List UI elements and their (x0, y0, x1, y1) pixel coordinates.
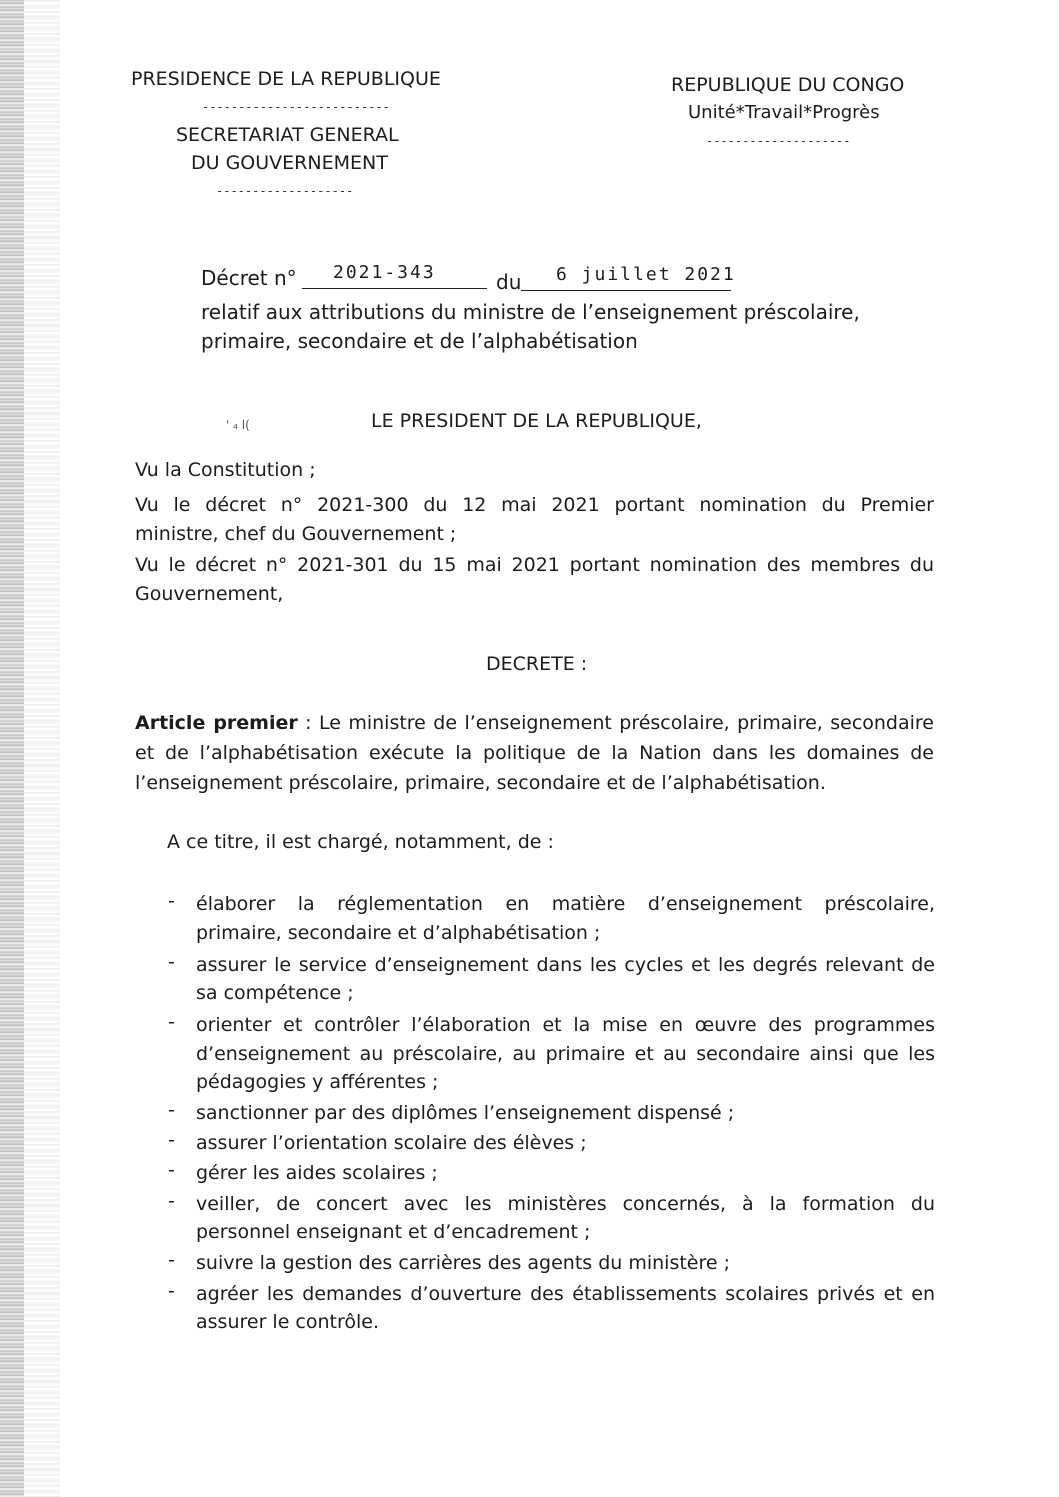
president-heading: LE PRESIDENT DE LA REPUBLIQUE, (371, 410, 702, 432)
decree-subject: primaire, secondaire et de l’alphabétisation (201, 329, 638, 353)
duty-item: veiller, de concert avec les ministères concernés, à la formation du (196, 1193, 935, 1215)
header-gouvernement: DU GOUVERNEMENT (191, 152, 388, 174)
visa-line: Vu la Constitution ; (135, 459, 316, 481)
duty-item: d’enseignement au préscolaire, au primaire et au secondaire ainsi que les (196, 1043, 935, 1065)
duty-item: suivre la gestion des carrières des agents du ministère ; (196, 1252, 731, 1274)
duty-item: élaborer la réglementation en matière d’enseignement préscolaire, (196, 893, 935, 915)
scan-artifact: ' ₄ l( (226, 418, 250, 432)
header-republique: REPUBLIQUE DU CONGO (671, 74, 905, 96)
visa-line: Gouvernement, (135, 583, 284, 605)
decree-date-line (521, 290, 731, 291)
scan-shadow (24, 0, 60, 1497)
decrete-heading: DECRETE : (486, 653, 588, 675)
scan-binding-edge (0, 0, 24, 1497)
article-premier-line (135, 709, 934, 738)
duty-item: sa compétence ; (196, 982, 354, 1004)
visa-line: ministre, chef du Gouvernement ; (135, 523, 457, 545)
article-text: : Le ministre de l’enseignement préscolaire, primaire, secondaire (297, 712, 934, 734)
decree-number: 2021-343 (333, 262, 436, 283)
bullet-mark: - (168, 1129, 175, 1151)
bullet-mark: - (168, 1249, 175, 1271)
bullet-mark: - (168, 890, 175, 912)
decree-label: Décret n° (201, 266, 297, 290)
visa-line: Vu le décret n° 2021-301 du 15 mai 2021 portant nomination des membres du (135, 554, 934, 576)
bullet-mark: - (168, 1190, 175, 1212)
header-divider: -------------------------- (202, 100, 390, 114)
bullet-mark: - (168, 951, 175, 973)
duty-item: assurer l’orientation scolaire des élèves ; (196, 1132, 587, 1154)
visa-line: Vu le décret n° 2021-300 du 12 mai 2021 portant nomination du Premier (135, 494, 934, 516)
decree-du-label: du (496, 270, 522, 294)
header-presidence: PRESIDENCE DE LA REPUBLIQUE (131, 68, 441, 90)
duty-item: personnel enseignant et d’encadrement ; (196, 1221, 591, 1243)
duty-item: primaire, secondaire et d’alphabétisation ; (196, 922, 601, 944)
duty-item: orienter et contrôler l’élaboration et la mise en œuvre des programmes (196, 1014, 935, 1036)
bullet-mark: - (168, 1011, 175, 1033)
bullet-mark: - (168, 1099, 175, 1121)
duty-item: agréer les demandes d’ouverture des établissements scolaires privés et en (196, 1283, 935, 1305)
article-label: Article premier (135, 712, 298, 734)
article-line: et de l’alphabétisation exécute la politique de la Nation dans les domaines de (135, 742, 934, 764)
duty-item: sanctionner par des diplômes l’enseignement dispensé ; (196, 1102, 735, 1124)
duty-item: pédagogies y afférentes ; (196, 1071, 439, 1093)
header-motto: Unité*Travail*Progrès (688, 102, 880, 123)
decree-date: 6 juillet 2021 (556, 264, 736, 285)
duties-intro: A ce titre, il est chargé, notamment, de : (167, 831, 554, 853)
header-divider: -------------------- (706, 134, 851, 148)
header-divider: ------------------- (216, 184, 354, 198)
bullet-mark: - (168, 1280, 175, 1302)
duty-item: assurer le service d’enseignement dans les cycles et les degrés relevant de (196, 954, 935, 976)
decree-subject: relatif aux attributions du ministre de l’enseignement préscolaire, (201, 300, 860, 324)
duty-item: gérer les aides scolaires ; (196, 1162, 438, 1184)
header-secretariat: SECRETARIAT GENERAL (176, 124, 399, 146)
bullet-mark: - (168, 1159, 175, 1181)
duty-item: assurer le contrôle. (196, 1311, 380, 1333)
article-line: l’enseignement préscolaire, primaire, secondaire et de l’alphabétisation. (135, 772, 826, 794)
decree-number-line (302, 288, 487, 289)
